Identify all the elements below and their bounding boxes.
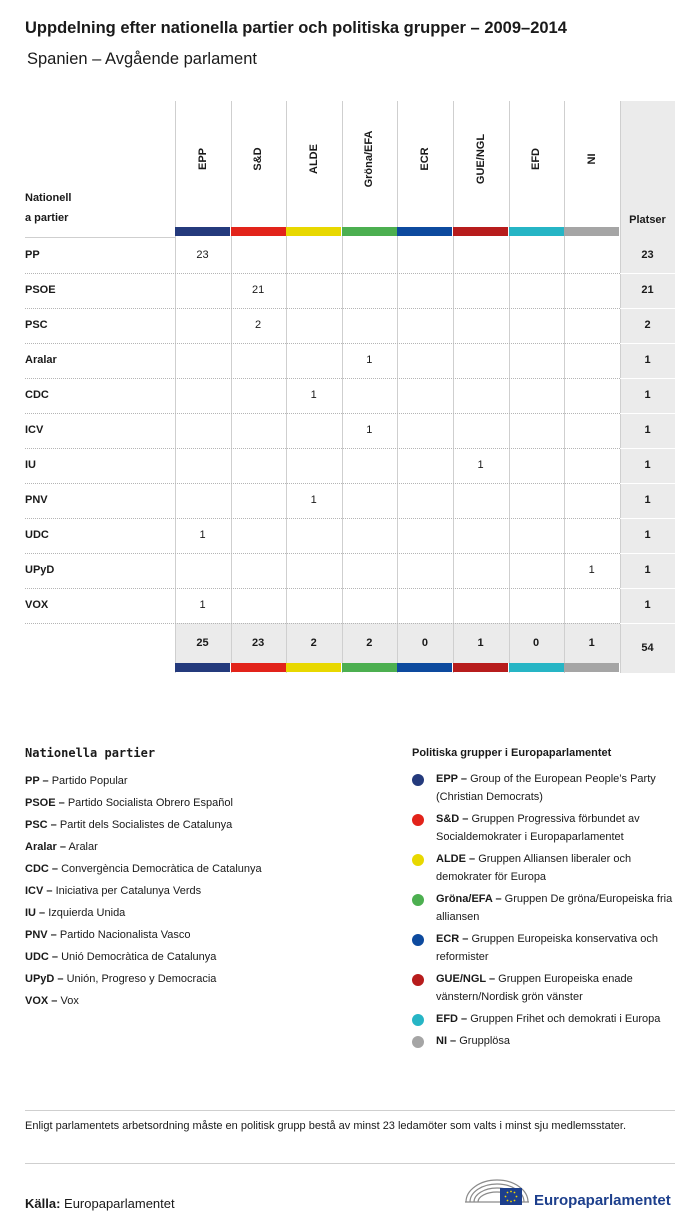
national-legend-item: [25, 924, 262, 946]
table-cell: 2: [255, 319, 262, 331]
table-row: [25, 448, 675, 483]
group-color-bar-bottom: [342, 663, 397, 672]
legend-name: Izquierda Unida: [48, 907, 126, 919]
legend-name: Aralar: [68, 841, 98, 853]
group-color-bar-bottom: [564, 663, 619, 672]
party-name: PSOE: [25, 284, 56, 296]
table-cell: 1: [310, 494, 317, 506]
group-total: 0: [533, 637, 540, 649]
party-name: ICV: [25, 424, 44, 436]
national-legend-item: [25, 792, 262, 814]
legend-name: Partido Nacionalista Vasco: [59, 929, 191, 941]
party-seats: 1: [644, 564, 651, 576]
group-header-label: EFD: [530, 148, 543, 170]
national-legend-item: [25, 902, 262, 924]
party-seats: 2: [644, 319, 651, 331]
group-legend-item: [412, 850, 682, 886]
national-legend-item: [25, 990, 262, 1012]
party-seats: 23: [641, 249, 654, 261]
group-color-bar-top: [175, 227, 230, 236]
legend-abbr: ICV –: [25, 885, 53, 897]
legend-abbr: S&D –: [436, 813, 469, 825]
page-subtitle: Spanien – Avgående parlament: [27, 50, 257, 68]
party-name: CDC: [25, 389, 49, 401]
group-color-bar-bottom: [509, 663, 564, 672]
legend-abbr: PSOE –: [25, 797, 65, 809]
group-legend-item: [412, 810, 682, 846]
source-credit: [25, 1196, 175, 1211]
party-name: PP: [25, 249, 40, 261]
group-color-bar-bottom: [286, 663, 341, 672]
legend-color-dot-icon: [412, 974, 424, 986]
group-color-bar-top: [231, 227, 286, 236]
table-cell: 1: [588, 564, 595, 576]
legend-abbr: IU –: [25, 907, 46, 919]
group-header: [564, 101, 619, 227]
group-header: [453, 101, 508, 227]
group-legend-title: Politiska grupper i Europaparlamentet: [412, 747, 612, 759]
table-cell: 23: [196, 249, 209, 261]
group-color-bar-top: [564, 227, 619, 236]
seats-column-header: Platser: [629, 214, 666, 226]
source-value: Europaparlamentet: [64, 1196, 175, 1211]
parliament-logo-text: Europaparlamentet: [534, 1192, 671, 1209]
national-legend-item: [25, 946, 262, 968]
legend-name: Gruppen Europeiska konservativa och reformister: [436, 933, 658, 963]
group-color-bar-bottom: [175, 663, 230, 672]
party-column-header: [25, 188, 71, 228]
legend-abbr: EPP –: [436, 773, 467, 785]
table-cell: 21: [251, 284, 265, 296]
party-name: PSC: [25, 319, 48, 331]
group-header-label: ALDE: [307, 144, 320, 174]
party-name: PNV: [25, 494, 48, 506]
group-color-bar-bottom: [453, 663, 508, 672]
table-row: [25, 413, 675, 448]
legend-color-dot-icon: [412, 774, 424, 786]
group-color-bar-top: [509, 227, 564, 236]
group-legend-item: [412, 930, 682, 966]
legend-color-dot-icon: [412, 1014, 424, 1026]
table-row: [25, 378, 675, 413]
table-row: [25, 483, 675, 518]
legend-name: Grupplösa: [459, 1035, 511, 1047]
national-legend: [25, 770, 262, 1012]
national-legend-title: Nationella partier: [25, 746, 156, 760]
legend-name: Partido Popular: [51, 775, 128, 787]
legend-color-dot-icon: [412, 894, 424, 906]
legend-name: Unió Democràtica de Catalunya: [61, 951, 217, 963]
legend-name: Partit dels Socialistes de Catalunya: [59, 819, 233, 831]
group-color-bar-top: [286, 227, 341, 236]
legend-abbr: CDC –: [25, 863, 59, 875]
group-total: 1: [588, 637, 595, 649]
legend-abbr: ALDE –: [436, 853, 476, 865]
group-total: 25: [196, 637, 209, 649]
legend-color-dot-icon: [412, 814, 424, 826]
national-legend-item: [25, 814, 262, 836]
group-header-label: EPP: [196, 147, 209, 171]
party-name: Aralar: [25, 354, 57, 366]
parliament-logo-icon: [462, 1172, 532, 1212]
group-total: 23: [251, 637, 265, 649]
national-legend-item: [25, 880, 262, 902]
group-color-bar-bottom: [231, 663, 286, 672]
table-cell: 1: [366, 424, 373, 436]
legend-name: Vox: [60, 995, 79, 1007]
legend-abbr: ECR –: [436, 933, 469, 945]
group-color-bar-bottom: [397, 663, 452, 672]
party-seats: 1: [644, 459, 651, 471]
page-title: Uppdelning efter nationella partier och politiska grupper – 2009–2014: [25, 19, 567, 37]
group-header-label: NI: [585, 153, 598, 165]
group-legend-item: [412, 770, 682, 806]
group-color-bar-top: [342, 227, 397, 236]
group-header: [175, 101, 230, 227]
legend-color-dot-icon: [412, 934, 424, 946]
party-seats: 1: [644, 389, 651, 401]
group-color-bar-top: [453, 227, 508, 236]
legend-abbr: UPyD –: [25, 973, 64, 985]
group-header: [231, 101, 286, 227]
legend-name: Gruppen De gröna/Europeiska fria alliansen: [436, 893, 673, 923]
legend-abbr: Aralar –: [25, 841, 66, 853]
table-cell: 1: [366, 354, 373, 366]
group-total: 2: [366, 637, 373, 649]
legend-abbr: VOX –: [25, 995, 58, 1007]
party-name: UDC: [25, 529, 49, 541]
legend-abbr: PP –: [25, 775, 49, 787]
group-header: [509, 101, 564, 227]
divider: [25, 1163, 675, 1164]
divider: [25, 1110, 675, 1111]
group-header-label: ECR: [418, 147, 431, 171]
legend-abbr: PNV –: [25, 929, 57, 941]
group-legend-item: [412, 970, 682, 1006]
total-seats: 54: [641, 642, 654, 654]
table-row: [25, 238, 675, 273]
group-legend-item: [412, 1010, 682, 1028]
party-name: IU: [25, 459, 36, 471]
party-seats: 21: [641, 284, 654, 296]
legend-abbr: NI –: [436, 1035, 457, 1047]
party-header-line1: Nationell: [25, 192, 72, 204]
legend-name: Gruppen Alliansen liberaler och demokrater för Europa: [436, 853, 632, 883]
seats-table: [25, 101, 675, 673]
legend-name: Gruppen Frihet och demokrati i Europa: [470, 1013, 661, 1025]
group-header: [397, 101, 452, 227]
group-header: [286, 101, 341, 227]
party-name: UPyD: [25, 564, 55, 576]
legend-abbr: EFD –: [436, 1013, 468, 1025]
group-header-label: Gröna/EFA: [363, 130, 376, 188]
table-row: [25, 553, 675, 588]
legend-name: Partido Socialista Obrero Español: [67, 797, 233, 809]
group-color-bar-top: [397, 227, 452, 236]
table-cell: 1: [477, 459, 484, 471]
group-header-label: S&D: [252, 147, 265, 171]
table-cell: 1: [199, 599, 206, 611]
legend-name: Convergència Democràtica de Catalunya: [61, 863, 262, 875]
legend-abbr: UDC –: [25, 951, 59, 963]
table-row: [25, 308, 675, 343]
source-label: Källa:: [25, 1196, 61, 1211]
national-legend-item: [25, 836, 262, 858]
table-row: [25, 518, 675, 553]
table-row: [25, 588, 675, 623]
group-header-label: GUE/NGL: [474, 133, 487, 185]
national-legend-item: [25, 968, 262, 990]
national-legend-item: [25, 770, 262, 792]
group-total: 0: [421, 637, 428, 649]
party-seats: 1: [644, 494, 651, 506]
legend-color-dot-icon: [412, 854, 424, 866]
table-row: [25, 273, 675, 308]
party-header-line2: a partier: [25, 212, 69, 224]
table-cell: 1: [310, 389, 317, 401]
legend-abbr: Gröna/EFA –: [436, 893, 502, 905]
legend-name: Unión, Progreso y Democracia: [66, 973, 217, 985]
table-cell: 1: [199, 529, 206, 541]
footnote: Enligt parlamentets arbetsordning måste en politisk grupp bestå av minst 23 ledamöter som valts i minst sju medlemsstater.: [25, 1120, 626, 1132]
national-legend-item: [25, 858, 262, 880]
legend-name: Gruppen Europeiska enade vänstern/Nordisk grön vänster: [436, 973, 633, 1003]
legend-name: Group of the European People’s Party (Christian Democrats): [436, 773, 656, 803]
group-legend: [412, 770, 682, 1054]
group-total: 2: [310, 637, 317, 649]
group-legend-item: [412, 1032, 682, 1050]
group-total: 1: [477, 637, 484, 649]
legend-abbr: PSC –: [25, 819, 57, 831]
group-header: [342, 101, 397, 227]
legend-abbr: GUE/NGL –: [436, 973, 496, 985]
table-row: [25, 343, 675, 378]
party-seats: 1: [644, 354, 651, 366]
party-seats: 1: [644, 529, 651, 541]
group-legend-item: [412, 890, 682, 926]
legend-name: Iniciativa per Catalunya Verds: [55, 885, 202, 897]
legend-color-dot-icon: [412, 1036, 424, 1048]
row-divider: [25, 623, 620, 624]
party-seats: 1: [644, 424, 651, 436]
legend-name: Gruppen Progressiva förbundet av Socialdemokrater i Europaparlamentet: [436, 813, 640, 843]
party-seats: 1: [644, 599, 651, 611]
party-name: VOX: [25, 599, 49, 611]
row-divider: [620, 623, 675, 624]
